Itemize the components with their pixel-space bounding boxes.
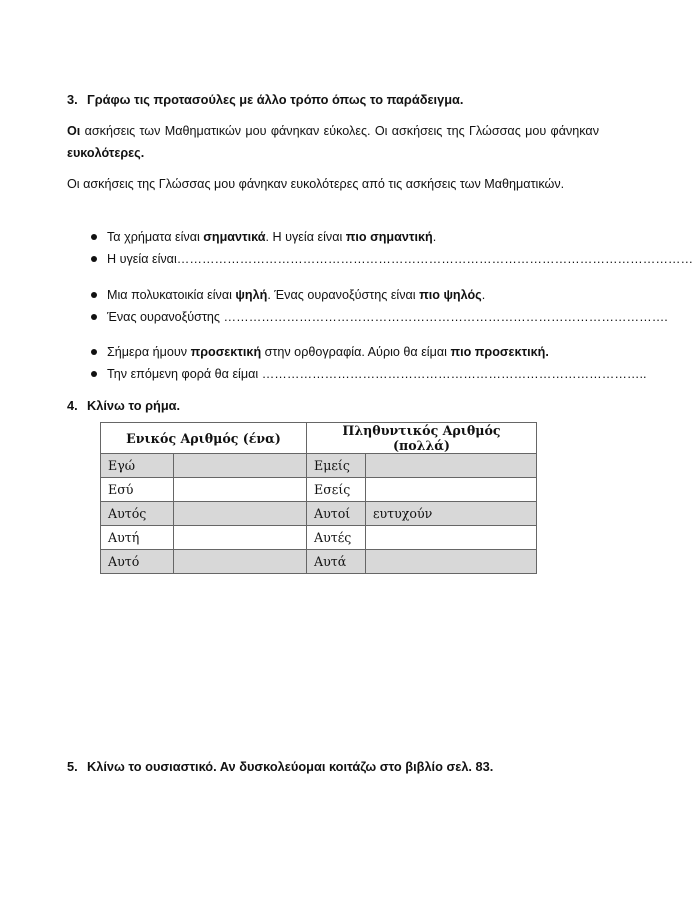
plural-verb-cell[interactable] — [366, 478, 537, 502]
section-5-title: Κλίνω το ουσιαστικό. Αν δυσκολεύομαι κοιτάζω στο βιβλίο σελ. 83. — [87, 759, 494, 774]
singular-verb-cell[interactable] — [174, 454, 307, 478]
header-plural: Πληθυντικός Αριθμός (πολλά) — [307, 423, 537, 454]
answer-dots: …………………………………………………………………………………………………………… — [176, 252, 693, 266]
verb-conjugation-table — [100, 422, 537, 574]
section-3-number: 3. — [67, 92, 78, 107]
list-item: Μια πολυκατοικία είναι ψηλή. Ένας ουρανοξύστης είναι πιο ψηλός. — [91, 284, 601, 306]
table-row — [101, 526, 537, 550]
section-3-heading — [67, 92, 463, 107]
section-4-title: Κλίνω το ρήμα. — [87, 398, 181, 413]
plural-verb-cell[interactable] — [366, 454, 537, 478]
answer-dots: ……………………………………………………………………………………………. — [223, 310, 668, 324]
singular-verb-cell[interactable] — [174, 478, 307, 502]
singular-pronoun: Εγώ — [101, 454, 174, 478]
bullet-group-2 — [91, 284, 668, 328]
plural-verb-cell[interactable] — [366, 526, 537, 550]
list-item-fill-in: Ένας ουρανοξύστης ……………………………………………………………………………………………. — [91, 306, 601, 328]
singular-verb-cell[interactable] — [174, 502, 307, 526]
section-4-heading — [67, 398, 180, 413]
list-item-fill-in: Την επόμενη φορά θα είμαι ……………………………………………………………………………….. — [91, 363, 601, 385]
singular-pronoun: Αυτή — [101, 526, 174, 550]
section-5-number: 5. — [67, 759, 78, 774]
example-sentence-1 — [67, 120, 599, 164]
example-bold-end: ευκολότερες. — [67, 146, 145, 160]
section-4-number: 4. — [67, 398, 78, 413]
singular-pronoun: Αυτός — [101, 502, 174, 526]
bullet-group-1 — [91, 226, 693, 270]
table-row — [101, 502, 537, 526]
example-bold-start: Οι — [67, 124, 81, 138]
singular-pronoun: Εσύ — [101, 478, 174, 502]
section-3-title: Γράφω τις προτασούλες με άλλο τρόπο όπως το παράδειγμα. — [87, 92, 464, 107]
example-text: ασκήσεις των Μαθηματικών μου φάνηκαν εύκολες. Οι ασκήσεις της Γλώσσας μου φάνηκαν — [80, 124, 599, 138]
list-item-fill-in: Η υγεία είναι…………………………………………………………………………………………………………… — [91, 248, 601, 270]
plural-pronoun: Εμείς — [307, 454, 366, 478]
table-row — [101, 550, 537, 574]
list-item: Σήμερα ήμουν προσεκτική στην ορθογραφία. Αύριο θα είμαι πιο προσεκτική. — [91, 341, 601, 363]
plural-pronoun: Αυτές — [307, 526, 366, 550]
plural-pronoun: Εσείς — [307, 478, 366, 502]
singular-verb-cell[interactable] — [174, 526, 307, 550]
singular-pronoun: Αυτό — [101, 550, 174, 574]
table-row — [101, 454, 537, 478]
table-row — [101, 478, 537, 502]
answer-dots: ……………………………………………………………………………….. — [261, 367, 647, 381]
example-sentence-2: Οι ασκήσεις της Γλώσσας μου φάνηκαν ευκολότερες από τις ασκήσεις των Μαθηματικών. — [67, 177, 565, 191]
plural-pronoun: Αυτοί — [307, 502, 366, 526]
list-item: Τα χρήματα είναι σημαντικά. Η υγεία είναι πιο σημαντική. — [91, 226, 601, 248]
header-singular: Ενικός Αριθμός (ένα) — [101, 423, 307, 454]
plural-pronoun: Αυτά — [307, 550, 366, 574]
plural-verb-cell[interactable] — [366, 550, 537, 574]
bullet-group-3 — [91, 341, 647, 385]
section-5-heading — [67, 759, 493, 774]
singular-verb-cell[interactable] — [174, 550, 307, 574]
plural-verb-cell[interactable]: ευτυχούν — [366, 502, 537, 526]
